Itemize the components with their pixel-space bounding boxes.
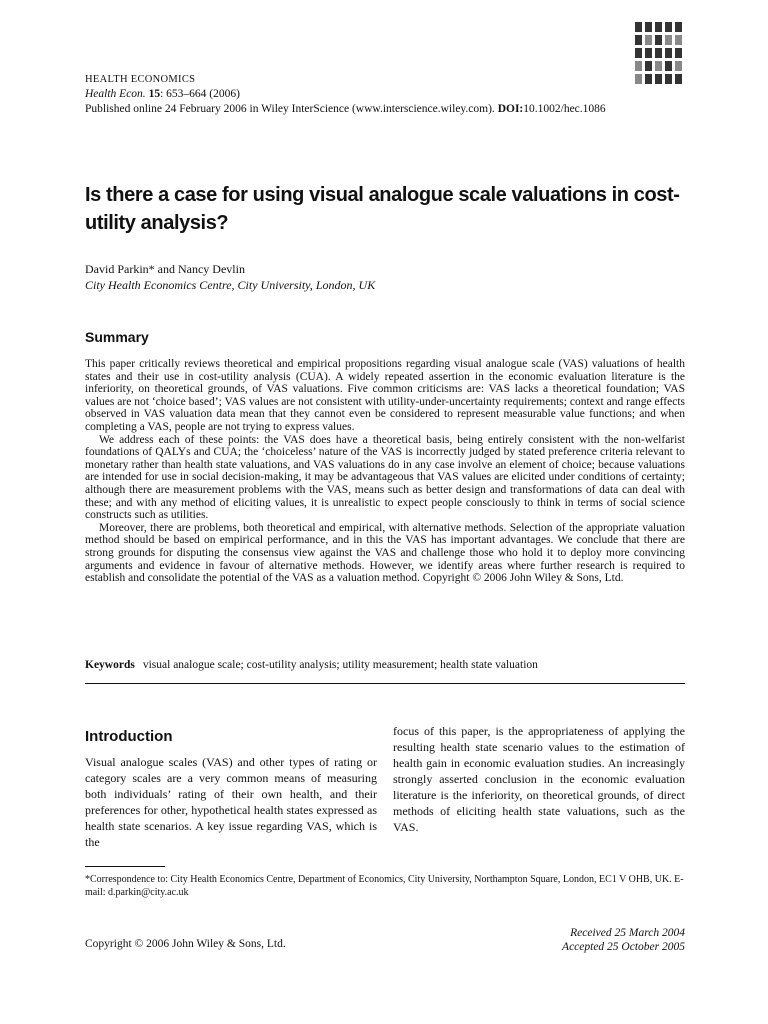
keywords — [85, 659, 538, 671]
accepted-date: Accepted 25 October 2005 — [562, 941, 685, 953]
journal-name: HEALTH ECONOMICS — [85, 74, 196, 85]
journal-citation: Health Econ. 15: 653–664 (2006) — [85, 88, 240, 100]
abstract-paragraph: Moreover, there are problems, both theoretical and empirical, with alternative methods. Selection of the appropriate valuation method should be based on empirical performance, and in this the VAS has important advantages. We conclude that there are strong grounds for disputing the consensus view against the VAS and challenge those who hold it to deploy more convincing arguments and evidence in favour of alternative methods. However, we identify areas where further research is required to establish and consolidate the potential of the VAS as a valuation method. Copyright © 2006 John Wiley & Sons, Ltd. — [85, 521, 685, 585]
abstract-paragraph: We address each of these points: the VAS does have a theoretical basis, being entirely consistent with the non-welfarist foundations of QALYs and CUA; the ‘choiceless’ nature of the VAS is incorrectly judged by stated preference criteria relevant to monetary rather than health state valuations, and VAS valuations do in any case involve an element of choice; because valuations are intended for use in social decision-making, it may be advantageous that VAS values are elicited under conditions of certainty; although there are measurement problems with the VAS, means such as better design and transformations of data can deal with these; and with any method of eliciting values, it is unrealistic to expect people consciously to think in terms of social science constructs such as utilities. — [85, 433, 685, 522]
abstract-paragraph: This paper critically reviews theoretical and empirical propositions regarding visual analogue scale (VAS) valuations of health states and their use in cost-utility analysis (CUA). A widely repeated assertion in the economic evaluation literature is the inferiority, on theoretical grounds, of VAS valuations. Five common criticisms are: VAS lacks a theoretical foundation; VAS values are not ‘choice based’; VAS values are not consistent with utility-under-uncertainty requirements; context and range effects observed in VAS valuation data mean that they cannot even be considered to represent measurable value functions; and when completing a VAS, people are not trying to express values. — [85, 358, 685, 433]
received-date: Received 25 March 2004 — [570, 927, 685, 939]
publisher-logo — [635, 22, 685, 87]
article-title: Is there a case for using visual analogue scale valuations in cost-utility analysis? — [85, 184, 680, 234]
section-divider — [85, 683, 685, 684]
publication-line: Published online 24 February 2006 in Wiley InterScience (www.interscience.wiley.com). DOI:10.1002/hec.1086 — [85, 103, 606, 115]
abstract — [85, 358, 685, 585]
footnote-divider — [85, 866, 165, 867]
keywords-text: visual analogue scale; cost-utility analysis; utility measurement; health state valuation — [142, 659, 538, 671]
copyright: Copyright © 2006 John Wiley & Sons, Ltd. — [85, 938, 286, 950]
keywords-label: Keywords — [85, 659, 135, 671]
authors: David Parkin* and Nancy Devlin — [85, 262, 245, 276]
received-dates — [562, 926, 685, 954]
affiliation: City Health Economics Centre, City University, London, UK — [85, 278, 376, 292]
doi-link[interactable]: 10.1002/hec.1086 — [523, 103, 606, 115]
author-block — [85, 261, 375, 293]
correspondence-footnote: *Correspondence to: City Health Economics Centre, Department of Economics, City University, Northampton Square, London, EC1 V OHB, UK. E-mail: d.parkin@city.ac.uk — [85, 874, 684, 898]
introduction-column-right: focus of this paper, is the appropriateness of applying the resulting health state scenario values to the estimation of health gain in economic evaluation studies. An increasingly strongly asserted conclusion in the economic evaluation literature is the inferiority, on theoretical grounds, of direct methods of eliciting health state valuations, such as the VAS. — [393, 724, 685, 834]
summary-heading: Summary — [85, 329, 149, 345]
introduction-column-left: Visual analogue scales (VAS) and other types of rating or category scales are a very common means of measuring both individuals’ rating of their own health, and their preferences for other, hypothetical health states expressed as health state scenarios. A key issue regarding VAS, which is the — [85, 755, 377, 849]
introduction-heading: Introduction — [85, 728, 173, 745]
journal-header — [85, 72, 606, 117]
